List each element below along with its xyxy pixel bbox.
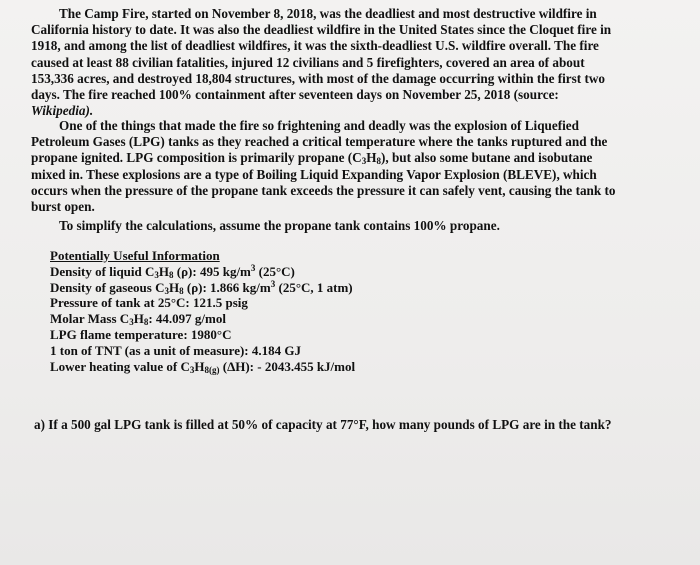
tank-pressure-line: Pressure of tank at 25°C: 121.5 psig xyxy=(50,295,248,311)
subscript: 3 xyxy=(164,285,169,296)
text-line: Petroleum Gases (LPG) tanks as they reached a critical temperature where the tanks ruptured and the xyxy=(31,134,608,150)
text-fragment: ), but also some butane and isobutane xyxy=(380,150,593,166)
text-fragment: H xyxy=(133,311,144,327)
subscript: 3 xyxy=(129,317,134,328)
text-fragment: Lower heating value of C xyxy=(50,358,190,374)
text-line xyxy=(31,150,663,166)
gas-density-line xyxy=(50,280,570,296)
text-fragment: Density of gaseous C xyxy=(50,279,165,295)
text-line-content: The Camp Fire, started on November 8, 2018, was the deadliest and most destructive wildfire in xyxy=(59,6,597,21)
subscript: 3 xyxy=(189,364,195,375)
text-line: 1918, and among the list of deadliest wildfires, it was the sixth-deadliest U.S. wildfire overall. The fire xyxy=(31,38,599,54)
text-line: California history to date. It was also the deadliest wildfire in the United States since the Cloquet fire in xyxy=(31,22,612,38)
text-fragment: propane ignited. LPG composition is primarily propane (C xyxy=(31,150,362,166)
text-fragment: : 44.097 g/mol xyxy=(148,311,226,327)
subscript: 8 xyxy=(169,269,174,280)
info-title: Potentially Useful Information xyxy=(50,248,220,263)
subscript: 3 xyxy=(154,269,159,280)
assumption-paragraph xyxy=(31,218,663,234)
text-fragment: Molar Mass C xyxy=(50,311,130,327)
text-line: caused at least 88 civilian fatalities, injured 12 civilians and 5 firefighters, covered an area of about xyxy=(31,54,585,70)
useful-information-block xyxy=(50,248,570,374)
text-fragment: H xyxy=(366,150,377,166)
subscript: 3 xyxy=(361,156,367,167)
text-fragment: (25°C) xyxy=(255,263,295,279)
flame-temperature-line: LPG flame temperature: 1980°C xyxy=(50,326,232,342)
tnt-line: 1 ton of TNT (as a unit of measure): 4.184 GJ xyxy=(50,342,301,358)
heating-value-line xyxy=(50,359,570,375)
text-fragment: H xyxy=(168,279,180,295)
question-a: a) If a 500 gal LPG tank is filled at 50% of capacity at 77°F, how many pounds of LPG are in the tank? xyxy=(34,417,612,432)
subscript: 8 xyxy=(179,285,184,296)
subscript: 8 xyxy=(143,317,149,328)
text-line: days. The fire reached 100% containment after seventeen days on November 25, 2018 (source: xyxy=(31,87,559,103)
text-line: Wikipedia). xyxy=(31,103,94,119)
text-fragment: H xyxy=(194,358,205,374)
text-fragment: (ρ): 1.866 kg/m xyxy=(183,279,271,295)
liquid-density-line xyxy=(50,264,570,280)
text-line-content: One of the things that made the fire so frightening and deadly was the explosion of Liquefied xyxy=(59,118,579,133)
subscript: 8(g) xyxy=(204,364,220,375)
superscript: 3 xyxy=(250,262,256,273)
text-line xyxy=(31,6,663,22)
text-fragment: (ρ): 495 kg/m xyxy=(173,263,251,279)
text-fragment: (25°C, 1 atm) xyxy=(275,279,353,295)
assumption-text: To simplify the calculations, assume the propane tank contains 100% propane. xyxy=(59,218,500,233)
text-line: burst open. xyxy=(31,199,95,215)
lpg-paragraph xyxy=(31,118,663,215)
text-fragment: Density of liquid C xyxy=(50,263,155,279)
text-line: occurs when the pressure of the propane tank exceeds the pressure it can safely vent, causing the tank to xyxy=(31,182,616,198)
superscript: 3 xyxy=(270,278,276,289)
molar-mass-line xyxy=(50,311,570,327)
subscript: 8 xyxy=(376,156,381,167)
intro-paragraph xyxy=(31,6,663,119)
text-line: mixed in. These explosions are a type of Boiling Liquid Expanding Vapor Explosion (BLEVE), which xyxy=(31,166,597,182)
text-fragment: (ΔH): - 2043.455 kJ/mol xyxy=(219,358,356,374)
text-line: 153,336 acres, and destroyed 18,804 structures, with most of the damage occurring within the first two xyxy=(31,70,605,86)
text-fragment: H xyxy=(158,263,170,279)
text-line xyxy=(31,118,663,134)
